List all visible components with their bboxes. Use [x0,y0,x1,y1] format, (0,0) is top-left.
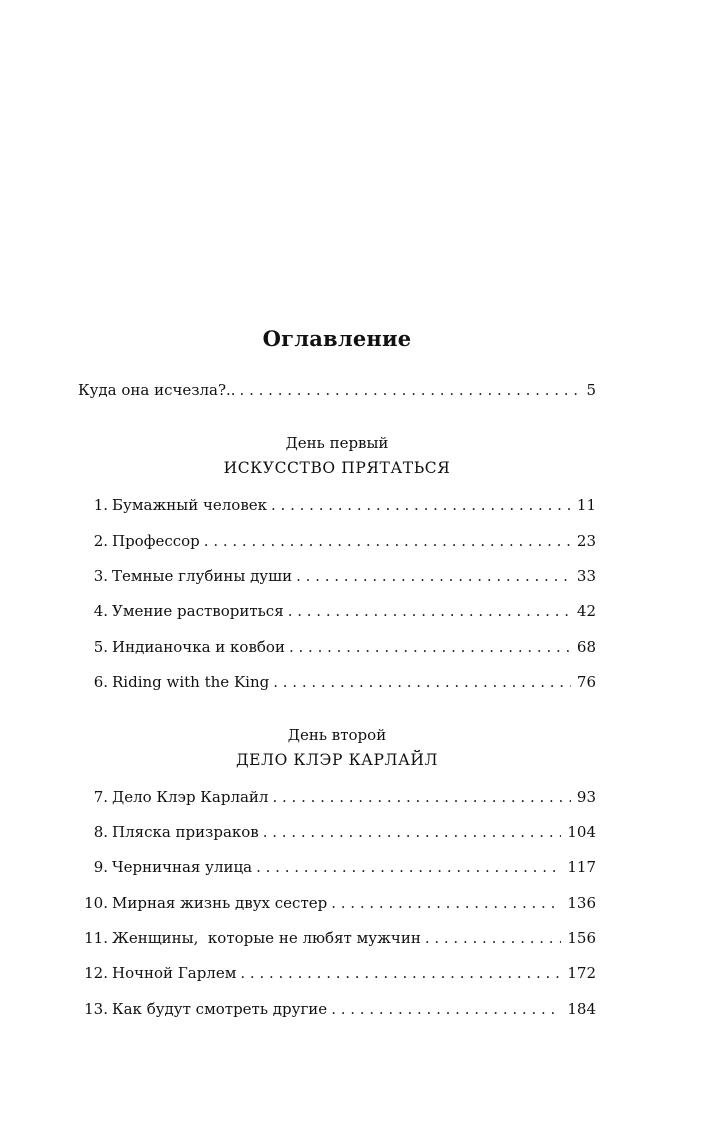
toc-entry-page: 172 [567,964,596,982]
chapter-number: 3. [93,567,108,585]
toc-entry-label: Профессор [112,532,200,550]
chapter-number: 11. [84,929,108,947]
chapter-number: 12. [84,964,108,982]
toc-entry-label: Как будут смотреть другие [112,1000,328,1018]
part-title: ДЕЛО КЛЭР КАРЛАЙЛ [235,751,439,769]
toc-entry[interactable] [78,892,596,914]
leader-dots [272,786,570,808]
toc-entry-label: Бумажный человек [112,496,268,514]
toc-entry-label: Черничная улица [112,858,253,876]
toc-entry-page: 42 [576,602,596,620]
leader-dots [240,962,561,984]
toc-entry-page: 93 [576,788,596,806]
toc-entry-page: 11 [576,496,596,514]
toc-entry-label: Пляска призраков [112,823,259,841]
toc-entry[interactable] [78,962,596,984]
toc-entry[interactable] [78,671,596,693]
chapter-number: 1. [93,496,108,514]
toc-entry[interactable] [78,927,596,949]
toc-entry-page: 104 [567,823,596,841]
leader-dots [240,379,581,401]
leader-dots [288,600,571,622]
toc-entry-label: Мирная жизнь двух сестер [112,894,328,912]
leader-dots [331,892,561,914]
chapter-number: 6. [93,673,108,691]
toc-entry-label: Ночной Гарлем [112,964,237,982]
part-day-label: День второй [287,726,387,744]
toc-entry-page: 5 [586,381,596,399]
leader-dots [204,530,571,552]
toc-entry-prologue[interactable] [78,379,596,401]
toc-entry-page: 184 [567,1000,596,1018]
toc-entry-page: 76 [576,673,596,691]
chapter-number: 10. [84,894,108,912]
toc-entry[interactable] [78,856,596,878]
toc-entry-page: 33 [576,567,596,585]
toc-entry[interactable] [78,636,596,658]
leader-dots [425,927,562,949]
leader-dots [256,856,561,878]
toc-entry[interactable] [78,786,596,808]
toc-entry[interactable] [78,998,596,1020]
leader-dots [296,565,571,587]
chapter-number: 13. [84,1000,108,1018]
chapter-number: 9. [93,858,108,876]
chapter-number: 7. [93,788,108,806]
toc-entry-page: 68 [576,638,596,656]
chapter-number: 8. [93,823,108,841]
leader-dots [273,671,571,693]
toc-entry-label: Женщины, которые не любят мужчин [112,929,421,947]
toc-entry-page: 23 [576,532,596,550]
toc-entry-label: Riding with the King [112,673,270,691]
toc-entry-page: 117 [567,858,596,876]
leader-dots [271,494,571,516]
page-title: Оглавление [262,326,412,351]
toc-entry[interactable] [78,494,596,516]
part-day-label: День первый [285,434,389,452]
toc-entry-label: Индианочка и ковбои [112,638,285,656]
leader-dots [331,998,561,1020]
chapter-number: 4. [93,602,108,620]
chapter-number: 2. [93,532,108,550]
toc-entry-label: Умение раствориться [112,602,284,620]
toc-entry-page: 136 [567,894,596,912]
leader-dots [263,821,562,843]
toc-entry[interactable] [78,530,596,552]
toc-entry-label: Дело Клэр Карлайл [112,788,269,806]
toc-entry[interactable] [78,821,596,843]
toc-entry[interactable] [78,565,596,587]
chapter-number: 5. [93,638,108,656]
leader-dots [289,636,571,658]
toc-entry-label: Куда она исчезла?.. [78,381,236,399]
part-title: ИСКУССТВО ПРЯТАТЬСЯ [223,459,451,477]
toc-entry-label: Темные глубины души [112,567,293,585]
toc-entry-page: 156 [567,929,596,947]
toc-entry[interactable] [78,600,596,622]
